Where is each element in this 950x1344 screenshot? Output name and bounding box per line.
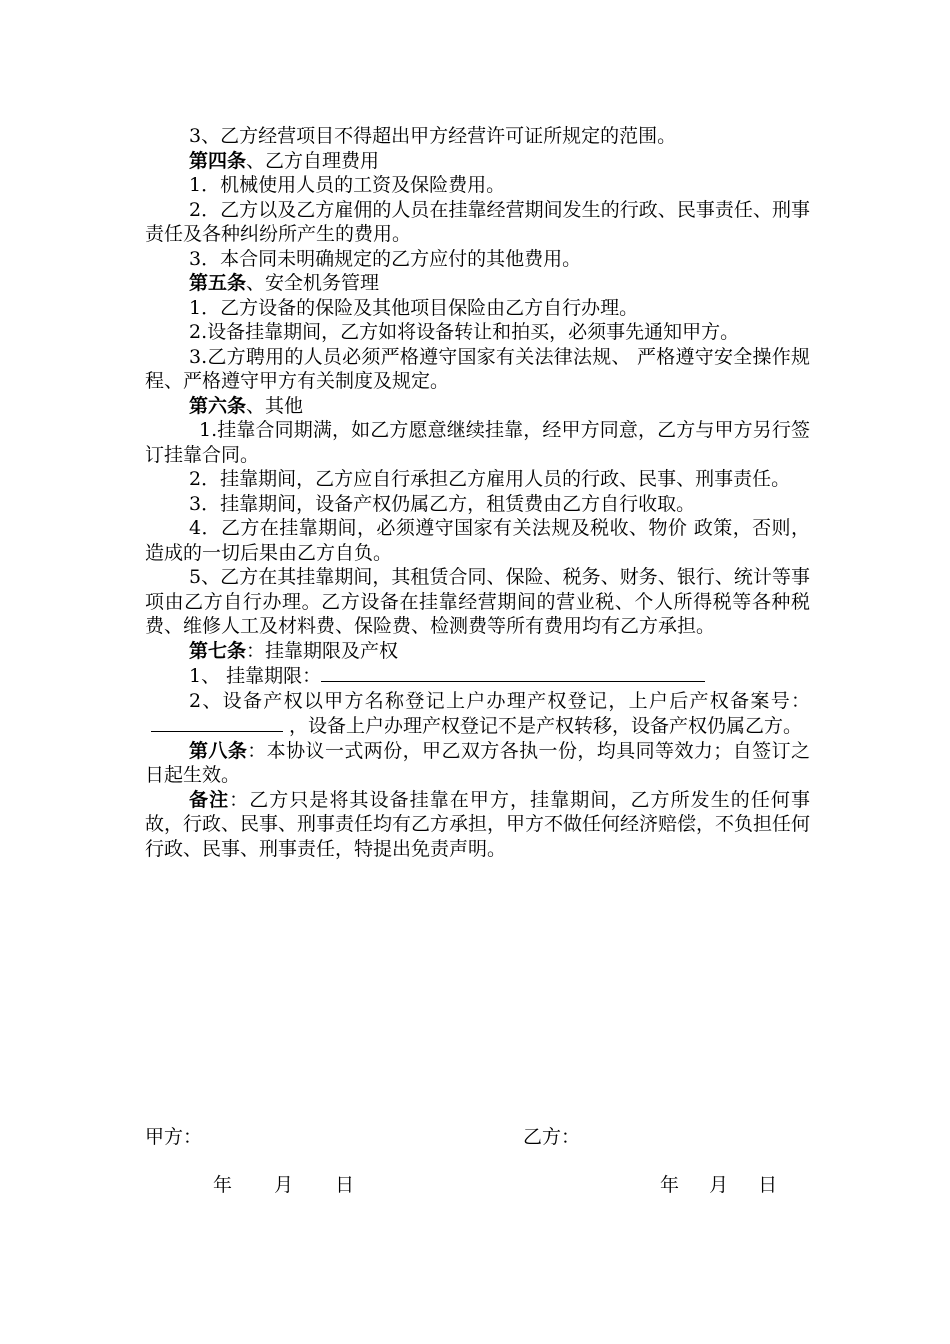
- party-a-day: 日: [335, 1174, 355, 1196]
- contract-body: [145, 124, 810, 861]
- clause-6-1: 1.挂靠合同期满，如乙方愿意继续挂靠，经甲方同意，乙方与甲方另行签订挂靠合同。: [145, 419, 810, 466]
- clause-6-3: 3．挂靠期间，设备产权仍属乙方，租赁费由乙方自行收取。: [189, 492, 696, 515]
- article-6-heading: [145, 394, 810, 419]
- article-5-heading: [145, 271, 810, 296]
- clause-4-2: 2．乙方以及乙方雇佣的人员在挂靠经营期间发生的行政、民事责任、刑事责任及各种纠纷所产生的费用。: [145, 198, 810, 245]
- article-7-heading: [145, 639, 810, 664]
- article-7-title: ：挂靠期限及产权: [246, 639, 399, 662]
- remark: [145, 788, 810, 862]
- article-6-title: 、其他: [246, 394, 304, 417]
- clause-4-3: 3．本合同未明确规定的乙方应付的其他费用。: [189, 247, 582, 270]
- clause-6-4: 4．乙方在挂靠期间，必须遵守国家有关法规及税收、物价 政策，否则，造成的一切后果由乙方自负。: [145, 517, 810, 564]
- clause-5-1: 1．乙方设备的保险及其他项目保险由乙方自行办理。: [189, 296, 639, 319]
- clause-7-2: [145, 689, 810, 739]
- article-8-number: 第八条: [189, 739, 248, 762]
- article-7-number: 第七条: [189, 639, 247, 662]
- clause-3-3: 3、乙方经营项目不得超出甲方经营许可证所规定的范围。: [189, 125, 677, 147]
- article-5-number: 第五条: [189, 272, 247, 294]
- clause-4-1: 1．机械使用人员的工资及保险费用。: [189, 174, 506, 196]
- article-4-number: 第四条: [189, 149, 247, 172]
- clause-6-5: 5、乙方在其挂靠期间，其租赁合同、保险、税务、财务、银行、统计等事项由乙方自行办理。乙方设备在挂靠经营期间的营业税、个人所得税等各种税费、维修人工及材料费、保险费、检测费等所有费用均有乙方承担。: [145, 566, 810, 637]
- party-a-year: 年: [213, 1174, 233, 1196]
- clause-7-2-start: 2、设备产权以甲方名称登记上户办理产权登记，上户后产权备案号：: [189, 689, 810, 712]
- article-4-title: 、乙方自理费用: [246, 149, 380, 172]
- party-b-month: 月: [709, 1174, 729, 1196]
- term-label: 1、 挂靠期限：: [189, 665, 322, 687]
- party-b-date: [660, 1170, 777, 1197]
- article-8-text: ：本协议一式两份，甲乙双方各执一份，均具同等效力；自签订之日起生效。: [145, 739, 810, 786]
- clause-5-3: 3.乙方聘用的人员必须严格遵守国家有关法律法规、 严格遵守安全操作规程、严格遵守甲方有关制度及规定。: [145, 345, 810, 392]
- term-blank-line[interactable]: [321, 663, 705, 682]
- article-6-number: 第六条: [189, 394, 247, 417]
- party-b-day: 日: [758, 1174, 778, 1196]
- record-number-blank-line[interactable]: [151, 713, 283, 732]
- remark-label: 备注: [189, 788, 230, 811]
- article-8: [145, 739, 810, 788]
- article-5-title: 、安全机务管理: [246, 272, 380, 294]
- party-a-month: 月: [274, 1174, 294, 1196]
- clause-6-2: 2．挂靠期间，乙方应自行承担乙方雇用人员的行政、民事、刑事责任。: [189, 468, 791, 490]
- article-4-heading: [145, 149, 810, 174]
- party-a-date: [213, 1170, 354, 1197]
- clause-7-2-end: ，设备上户办理产权登记不是产权转移，设备产权仍属乙方。: [289, 715, 803, 737]
- remark-text: ：乙方只是将其设备挂靠在甲方，挂靠期间，乙方所发生的任何事故，行政、民事、刑事责任均有乙方承担，甲方不做任何经济赔偿，不负担任何行政、民事、刑事责任，特提出免责声明。: [145, 788, 811, 860]
- clause-7-1: [145, 663, 810, 689]
- party-b-year: 年: [660, 1174, 680, 1196]
- party-b-label: 乙方：: [523, 1126, 581, 1148]
- party-a-label: 甲方：: [145, 1126, 203, 1148]
- clause-5-2: 2.设备挂靠期间，乙方如将设备转让和拍买，必须事先通知甲方。: [189, 321, 740, 343]
